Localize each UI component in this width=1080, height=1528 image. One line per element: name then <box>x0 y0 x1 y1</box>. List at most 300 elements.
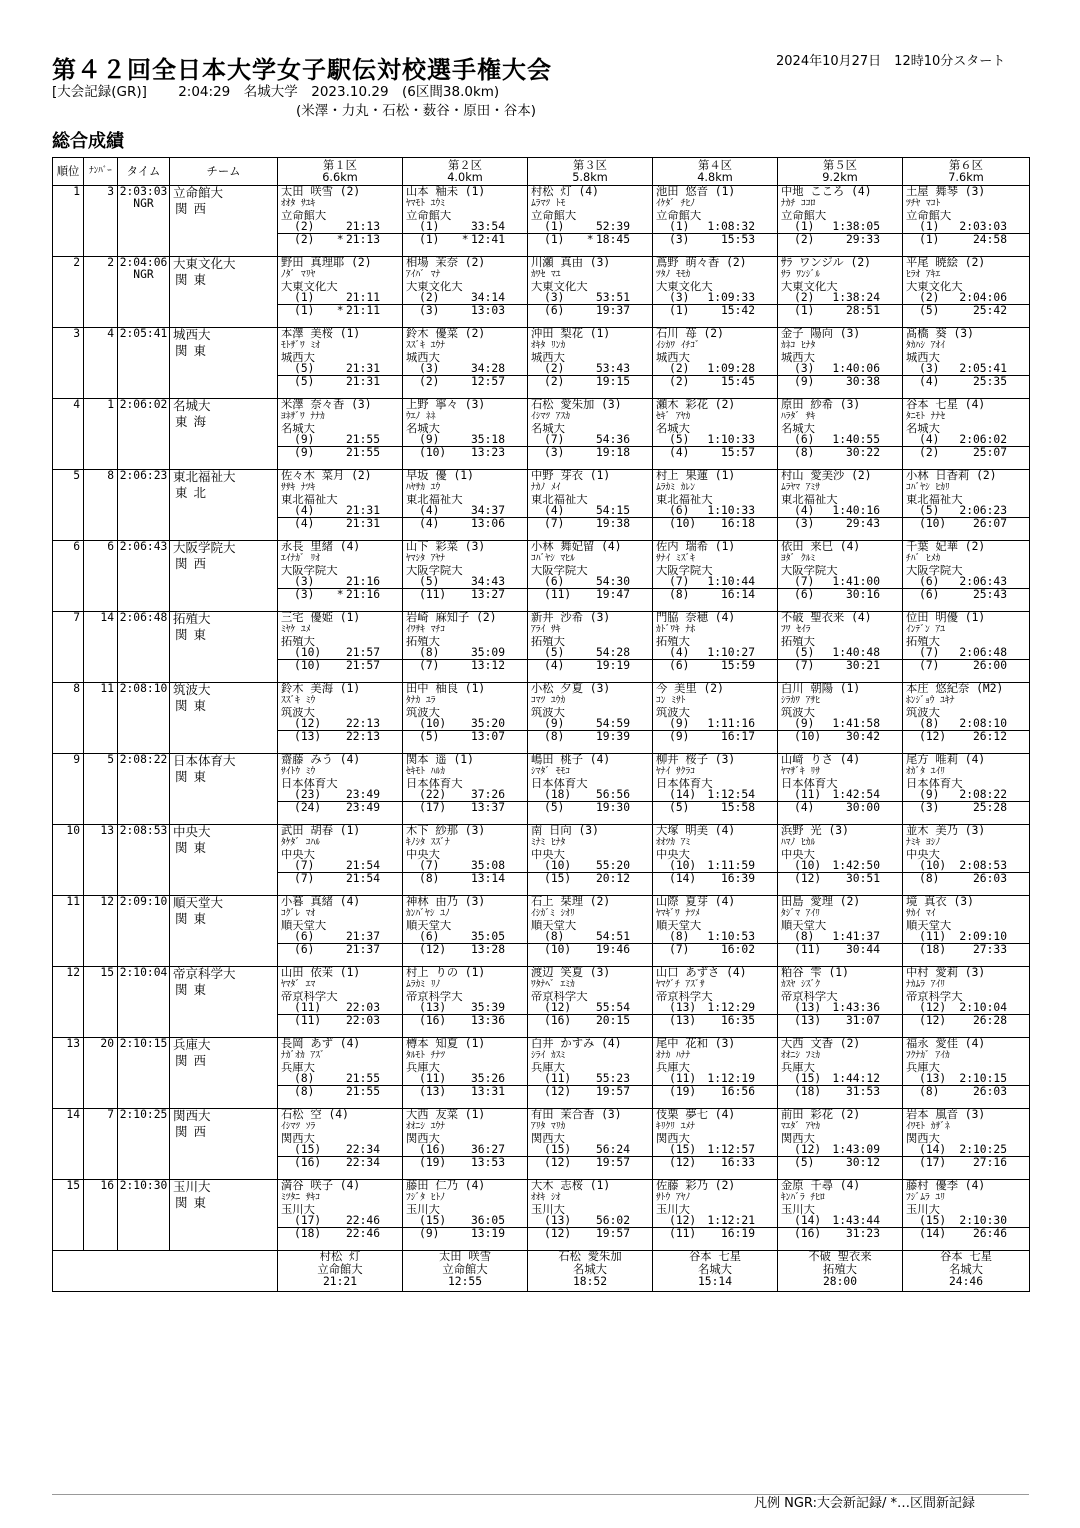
time-cell <box>118 470 170 541</box>
cumulative-line <box>278 505 402 517</box>
runner-univ: 筑波大 <box>531 706 565 719</box>
cumulative-place: (6) <box>544 576 565 589</box>
section-record-mark <box>709 376 721 388</box>
runner-name: 石松 愛朱加 (3) <box>531 399 622 411</box>
runner-kana: ｲﾜｻｷ ﾏﾁｺ <box>406 623 445 635</box>
cumulative-place: (2) <box>669 363 690 376</box>
leg-cell <box>778 1109 903 1180</box>
cumulative-place: (6) <box>294 931 315 944</box>
cumulative-place-value: 12 <box>550 1002 565 1015</box>
section-line <box>403 659 527 672</box>
cumulative-time: 1:12:29 <box>707 1002 755 1015</box>
section-place-value: 12 <box>550 1085 565 1098</box>
cumulative-mark <box>459 647 471 659</box>
section-record-mark <box>961 1228 973 1240</box>
cumulative-line <box>278 434 402 446</box>
section-line <box>403 1085 527 1098</box>
section-record-mark <box>834 944 846 956</box>
section-place-value: 4 <box>675 446 683 459</box>
cumulative-time: 2:06:43 <box>959 576 1007 589</box>
cumulative-place-value: 15 <box>425 1215 440 1228</box>
runner-univ: 兵庫大 <box>531 1061 565 1074</box>
runner-kana: ﾓﾄｻﾞﾜ ﾐｵ <box>281 339 320 351</box>
leg-cell <box>653 328 778 399</box>
cumulative-time: 21:37 <box>345 931 380 944</box>
cumulative-place: (1) <box>294 292 315 305</box>
section-place: (16) <box>419 1014 447 1027</box>
runner-univ: 日本体育大 <box>531 777 588 790</box>
cumulative-time: 21:31 <box>345 505 380 518</box>
section-time: 30:21 <box>845 659 880 672</box>
section-record-mark <box>584 1015 596 1027</box>
section-line <box>778 304 902 317</box>
cumulative-line <box>903 789 1029 801</box>
runner-kana: ｼﾗｶﾜ ｱｻﾋ <box>781 694 820 706</box>
leg-cell <box>278 1180 403 1251</box>
cumulative-place-value: 1 <box>925 221 933 234</box>
runner-name: 伎栗 夢七 (4) <box>656 1109 736 1121</box>
section-place-value: 7 <box>425 659 433 672</box>
section-time: 29:43 <box>845 517 880 530</box>
section-place: (5) <box>294 375 315 388</box>
best-runner-name: 谷本 七星 <box>940 1250 992 1263</box>
cumulative-time: 1:11:59 <box>707 860 755 873</box>
leg-cell <box>778 399 903 470</box>
leg-cell <box>278 967 403 1038</box>
runner-name: 新井 沙希 (3) <box>531 612 611 624</box>
rank-cell: 15 <box>53 1180 84 1251</box>
cumulative-time: 1:10:44 <box>707 576 755 589</box>
cumulative-place-value: 15 <box>800 1073 815 1086</box>
section-time: 21:57 <box>345 659 380 672</box>
cumulative-place-value: 8 <box>925 718 933 731</box>
cumulative-place-value: 10 <box>925 860 940 873</box>
cumulative-place: (14) <box>669 789 697 802</box>
section-place: (6) <box>669 659 690 672</box>
cumulative-place: (10) <box>419 718 447 731</box>
table-row <box>53 186 1030 257</box>
cumulative-mark <box>699 505 708 517</box>
cumulative-line <box>528 1073 652 1085</box>
runner-name: 山口 あずさ (4) <box>656 967 747 979</box>
section-time: 13:23 <box>470 446 505 459</box>
team-region: 関西 <box>175 1053 213 1068</box>
total-time: 2:03:03 <box>119 185 168 198</box>
section-time: 27:33 <box>972 943 1007 956</box>
section-place-value: 12 <box>425 943 440 956</box>
cumulative-time: 2:09:10 <box>959 931 1007 944</box>
runner-kana: ｼﾗｲ ｶｽﾐ <box>531 1049 566 1061</box>
rank-cell: 8 <box>53 683 84 754</box>
section-line <box>653 1227 777 1240</box>
section-place: (12) <box>544 1156 572 1169</box>
cumulative-place: (9) <box>294 434 315 447</box>
col-number: ﾅﾝﾊﾞｰ <box>84 158 118 186</box>
cumulative-place: (8) <box>794 931 815 944</box>
team-cell <box>170 328 278 399</box>
page-title: 第４２回全日本大学女子駅伝対校選手権大会 <box>52 56 552 84</box>
rank-cell: 11 <box>53 896 84 967</box>
cumulative-line <box>528 860 652 872</box>
cumulative-place: (15) <box>919 1215 947 1228</box>
leg-cell <box>403 967 528 1038</box>
section-record-mark <box>584 305 596 317</box>
section-place-value: 13 <box>800 1014 815 1027</box>
runner-kana: ｶｽﾔ ｼｽﾞｸ <box>781 978 820 990</box>
cumulative-time: 56:24 <box>595 1144 630 1157</box>
section-place: (10) <box>294 659 322 672</box>
runner-name: 嶋田 桃子 (4) <box>531 754 611 766</box>
leg-cell <box>278 825 403 896</box>
runner-kana: ｺﾊﾞﾔｼ ﾏﾋﾙ <box>531 552 575 564</box>
section-time: 31:07 <box>845 1014 880 1027</box>
cumulative-place-value: 3 <box>925 363 933 376</box>
section-time: 19:38 <box>595 517 630 530</box>
section-line <box>903 304 1029 317</box>
section-line <box>653 1085 777 1098</box>
section-place-value: 2 <box>800 233 808 246</box>
section-time: 25:42 <box>972 304 1007 317</box>
section-line <box>653 943 777 956</box>
number-cell: 5 <box>84 754 118 825</box>
runner-name: 小林 日香莉 (2) <box>906 470 997 482</box>
total-time: 2:10:30 <box>119 1179 168 1192</box>
runner-name: 尾中 花和 (3) <box>656 1038 736 1050</box>
leg-cell <box>278 1109 403 1180</box>
section-place-value: 5 <box>425 730 433 743</box>
section-line <box>778 659 902 672</box>
cumulative-place: (12) <box>294 718 322 731</box>
section-place-value: 18 <box>300 1227 315 1240</box>
cumulative-line <box>278 1073 402 1085</box>
section-line <box>403 588 527 601</box>
section-place: (5) <box>419 730 440 743</box>
cumulative-line <box>903 292 1029 304</box>
section-place-value: 7 <box>550 517 558 530</box>
runner-kana: ﾉﾀﾞ ﾏﾘﾔ <box>281 268 316 280</box>
leg-cell <box>653 896 778 967</box>
cumulative-mark <box>824 292 833 304</box>
leg-cell <box>528 257 653 328</box>
section-record-mark <box>584 1157 596 1169</box>
section-time: 30:38 <box>845 375 880 388</box>
section-place-value: 5 <box>550 801 558 814</box>
runner-univ: 日本体育大 <box>281 777 338 790</box>
section-record-mark <box>459 518 471 530</box>
section-place-value: 6 <box>800 588 808 601</box>
leg-cell <box>653 399 778 470</box>
cumulative-line <box>778 1002 902 1014</box>
runner-univ: 兵庫大 <box>781 1061 815 1074</box>
cumulative-line <box>653 1144 777 1156</box>
section-place: (12) <box>544 1085 572 1098</box>
section-line <box>778 233 902 246</box>
cumulative-line <box>778 1144 902 1156</box>
cumulative-place-value: 10 <box>425 718 440 731</box>
section-place-value: 6 <box>300 943 308 956</box>
section-place-value: 11 <box>425 588 440 601</box>
section-place: (10) <box>919 517 947 530</box>
cumulative-time: 1:42:50 <box>832 860 880 873</box>
number-cell: 6 <box>84 541 118 612</box>
cumulative-time: 2:06:48 <box>959 647 1007 660</box>
section-line <box>528 1156 652 1169</box>
section-line <box>403 233 527 246</box>
leg-cell <box>653 1109 778 1180</box>
cumulative-line <box>653 434 777 446</box>
runner-name: 白井 かすみ (4) <box>531 1038 622 1050</box>
number-cell: 13 <box>84 825 118 896</box>
cumulative-place: (5) <box>544 647 565 660</box>
cumulative-time: 1:42:54 <box>832 789 880 802</box>
cumulative-time: 54:51 <box>595 931 630 944</box>
cumulative-place-value: 11 <box>550 1073 565 1086</box>
cumulative-mark <box>459 1073 471 1085</box>
section-place: (3) <box>294 588 315 601</box>
cumulative-mark <box>459 434 471 446</box>
cumulative-place-value: 9 <box>550 718 558 731</box>
section-place-value: 11 <box>675 1227 690 1240</box>
cumulative-line <box>528 505 652 517</box>
section-record-mark <box>709 873 721 885</box>
runner-univ: 中央大 <box>656 848 690 861</box>
section-line <box>528 659 652 672</box>
section-record-mark <box>459 305 471 317</box>
runner-kana: ﾀｹﾀﾞ ｺﾊﾙ <box>281 836 320 848</box>
section-place-value: 9 <box>300 446 308 459</box>
runner-name: 谷本 七星 (4) <box>906 399 986 411</box>
section-record-mark <box>334 660 346 672</box>
cumulative-mark <box>459 292 471 304</box>
runner-name: 門脇 奈穂 (4) <box>656 612 736 624</box>
section-best-cell <box>278 1251 403 1292</box>
section-place-value: 1 <box>925 233 933 246</box>
runner-kana: ﾌﾜ ｾｲﾗ <box>781 623 811 635</box>
cumulative-line <box>903 1002 1029 1014</box>
section-record-mark <box>834 873 846 885</box>
section-record-mark: * <box>586 233 594 246</box>
section-time: 19:19 <box>595 659 630 672</box>
section-line <box>528 304 652 317</box>
cumulative-place-value: 17 <box>300 1215 315 1228</box>
section-record-mark <box>961 305 973 317</box>
section-line <box>278 943 402 956</box>
section-place: (5) <box>794 1156 815 1169</box>
runner-kana: ｲﾝﾃﾞﾝ ｱﾕ <box>906 623 945 635</box>
section-place: (14) <box>669 872 697 885</box>
runner-kana: ﾌｼﾞﾀ ﾋﾄﾉ <box>406 1191 445 1203</box>
runner-name: 神林 由乃 (3) <box>406 896 486 908</box>
section-time: 13:06 <box>470 517 505 530</box>
cumulative-place-value: 4 <box>550 505 558 518</box>
runner-univ: 帝京科学大 <box>531 990 588 1003</box>
cumulative-place-value: 9 <box>925 789 933 802</box>
runner-kana: ﾊﾏﾉ ﾋｶﾙ <box>781 836 816 848</box>
leg-cell <box>528 1180 653 1251</box>
section-record-mark <box>961 376 973 388</box>
runner-univ: 関西大 <box>906 1132 940 1145</box>
cumulative-time: 1:12:54 <box>707 789 755 802</box>
section-time: 16:18 <box>720 517 755 530</box>
section-time: 16:33 <box>720 1156 755 1169</box>
col-leg: 第２区 4.0km <box>403 158 528 186</box>
cumulative-line <box>903 363 1029 375</box>
section-place: (8) <box>544 730 565 743</box>
cumulative-time: 1:10:33 <box>707 434 755 447</box>
section-line <box>403 1014 527 1027</box>
cumulative-place: (7) <box>544 434 565 447</box>
cumulative-mark <box>334 789 346 801</box>
cumulative-time: 33:54 <box>470 221 505 234</box>
cumulative-line <box>528 221 652 233</box>
section-line <box>528 375 652 388</box>
cumulative-time: 1:40:16 <box>832 505 880 518</box>
section-place: (11) <box>544 588 572 601</box>
section-line <box>403 375 527 388</box>
section-place: (2) <box>419 375 440 388</box>
cumulative-time: 34:14 <box>470 292 505 305</box>
section-line <box>528 730 652 743</box>
cumulative-place: (2) <box>419 292 440 305</box>
runner-kana: ｻﾗ ﾜﾝｼﾞﾙ <box>781 268 820 280</box>
rank-cell: 7 <box>53 612 84 683</box>
section-time: 15:45 <box>720 375 755 388</box>
time-cell <box>118 1180 170 1251</box>
section-time: 15:59 <box>720 659 755 672</box>
section-time: 19:57 <box>595 1085 630 1098</box>
section-place-value: 13 <box>300 730 315 743</box>
best-time: 12:55 <box>447 1275 482 1288</box>
runner-name: 依田 来巳 (4) <box>781 541 861 553</box>
cumulative-line <box>403 1144 527 1156</box>
section-record-mark <box>334 731 346 743</box>
section-place-value: 8 <box>675 588 683 601</box>
section-record-mark <box>334 1015 346 1027</box>
cumulative-place: (7) <box>419 860 440 873</box>
team-cell <box>170 1180 278 1251</box>
cumulative-time: 2:08:22 <box>959 789 1007 802</box>
section-place-value: 4 <box>550 659 558 672</box>
section-record-mark <box>834 1157 846 1169</box>
cumulative-place-value: 6 <box>675 505 683 518</box>
cumulative-time: 1:40:48 <box>832 647 880 660</box>
runner-kana: ﾅﾐｷ ﾖｼﾉ <box>906 836 941 848</box>
team-region: 関東 <box>175 272 213 287</box>
cumulative-time: 2:06:02 <box>959 434 1007 447</box>
cumulative-line <box>528 789 652 801</box>
cumulative-mark <box>950 647 959 659</box>
runner-kana: ｾｷﾓﾄ ﾊﾙｶ <box>406 765 445 777</box>
runner-kana: ｵｵﾆｼ ﾕｳﾅ <box>406 1120 445 1132</box>
runner-name: 小暮 真緒 (4) <box>281 896 361 908</box>
section-line <box>653 588 777 601</box>
section-time: 22:46 <box>345 1227 380 1240</box>
cumulative-time: 54:28 <box>595 647 630 660</box>
cumulative-place-value: 8 <box>800 931 808 944</box>
section-line <box>528 588 652 601</box>
section-place-value: 3 <box>800 517 808 530</box>
section-record-mark <box>459 802 471 814</box>
cumulative-time: 1:43:36 <box>832 1002 880 1015</box>
cumulative-line <box>653 1002 777 1014</box>
section-time: 21:16 <box>345 588 380 601</box>
section-line <box>653 375 777 388</box>
cumulative-place: (2) <box>544 363 565 376</box>
leg-cell <box>778 328 903 399</box>
section-line <box>278 730 402 743</box>
section-line <box>528 943 652 956</box>
runner-name: 石上 栞理 (2) <box>531 896 611 908</box>
runner-univ: 東北福祉大 <box>906 493 963 506</box>
section-place: (5) <box>544 801 565 814</box>
cumulative-place-value: 9 <box>425 434 433 447</box>
cumulative-line <box>278 789 402 801</box>
leg-cell <box>903 399 1030 470</box>
runner-kana: ﾔﾅｲ ｻｸﾗｺ <box>656 765 695 777</box>
cumulative-place-value: 2 <box>425 292 433 305</box>
leg-cell <box>278 328 403 399</box>
section-place: (6) <box>294 943 315 956</box>
cumulative-time: 1:12:19 <box>707 1073 755 1086</box>
section-place: (19) <box>419 1156 447 1169</box>
cumulative-line <box>403 1073 527 1085</box>
cumulative-mark <box>584 1215 596 1227</box>
cumulative-place-value: 7 <box>925 647 933 660</box>
results-table <box>52 157 1030 1292</box>
cumulative-time: 36:05 <box>470 1215 505 1228</box>
section-place: (7) <box>794 659 815 672</box>
cumulative-mark <box>334 576 346 588</box>
cumulative-mark <box>950 434 959 446</box>
section-record-mark <box>834 731 846 743</box>
cumulative-line <box>528 718 652 730</box>
section-place-value: 19 <box>675 1085 690 1098</box>
cumulative-place-value: 5 <box>300 363 308 376</box>
runner-kana: ｲｼﾏﾂ ｿﾗ <box>281 1120 316 1132</box>
cumulative-mark <box>824 505 833 517</box>
cumulative-line <box>528 434 652 446</box>
table-row <box>53 257 1030 328</box>
legend-note: 凡例 NGR:大会新記録/ *…区間新記録 <box>754 1496 975 1511</box>
section-place-value: 3 <box>925 801 933 814</box>
cumulative-place-value: 15 <box>925 1215 940 1228</box>
section-place: (9) <box>669 730 690 743</box>
cumulative-line <box>778 505 902 517</box>
best-runner-univ: 拓殖大 <box>823 1262 857 1276</box>
cumulative-place: (4) <box>669 647 690 660</box>
team-region: 関東 <box>175 840 213 855</box>
cumulative-place: (23) <box>294 789 322 802</box>
cumulative-time: 21:54 <box>345 860 380 873</box>
cumulative-mark <box>950 931 959 943</box>
time-cell <box>118 257 170 328</box>
best-time: 21:21 <box>322 1275 357 1288</box>
runner-kana: ﾀｼﾞﾏ ｱｲﾘ <box>781 907 820 919</box>
cumulative-place-value: 8 <box>675 931 683 944</box>
leg-cell <box>278 1038 403 1109</box>
cumulative-time: 1:10:33 <box>707 505 755 518</box>
section-place: (2) <box>794 233 815 246</box>
leg-cell <box>278 257 403 328</box>
cumulative-place: (6) <box>669 505 690 518</box>
section-place-value: 17 <box>425 801 440 814</box>
runner-name: 平尾 暁絵 (2) <box>906 257 986 269</box>
section-line <box>903 730 1029 743</box>
section-line <box>278 304 402 317</box>
section-time: 25:28 <box>972 801 1007 814</box>
cumulative-time: 34:43 <box>470 576 505 589</box>
section-record-mark <box>709 731 721 743</box>
